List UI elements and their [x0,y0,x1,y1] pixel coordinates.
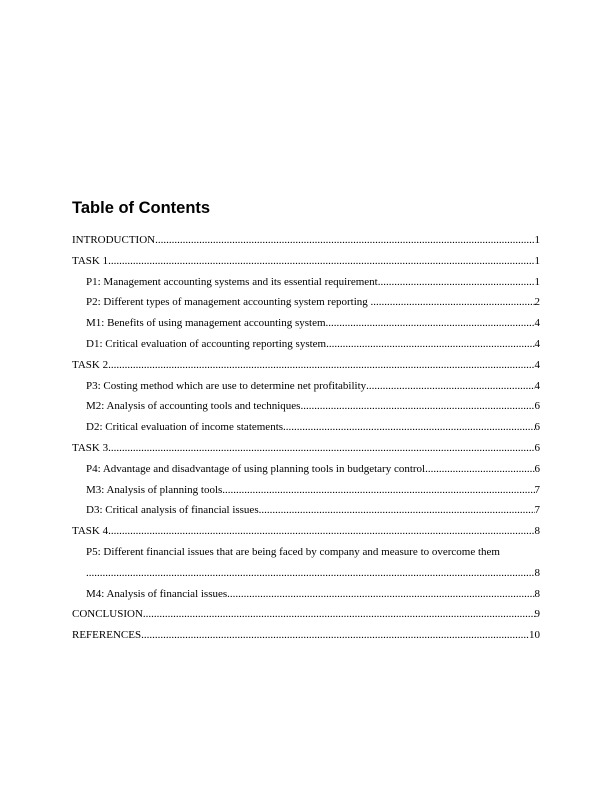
toc-entry-task-2[interactable] [72,355,540,376]
toc-leader-dots [378,272,535,293]
toc-leader-dots [108,251,534,272]
toc-entry-label: TASK 4 [72,525,109,538]
toc-entry-label: TASK 1 [72,254,109,267]
toc-entry-m4[interactable] [72,584,540,605]
toc-page-number: 6 [534,441,540,454]
toc-leader-dots [326,313,535,334]
toc-page-number: 1 [534,275,540,288]
toc-page-number: 4 [534,317,540,330]
toc-entry-conclusion[interactable] [72,604,540,625]
toc-leader-dots [326,334,534,355]
toc-entry-d2[interactable] [72,417,540,438]
toc-leader-dots [141,625,529,646]
toc-entry-p4[interactable] [72,459,540,480]
toc-leader-dots [366,376,534,397]
toc-title: Table of Contents [72,199,211,217]
toc-entry-d1[interactable] [72,334,540,355]
toc-page-number: 6 [534,462,540,475]
toc-page-number: 4 [534,379,540,392]
toc-page-number: 9 [534,608,540,621]
toc-leader-dots [108,355,534,376]
toc-leader-dots [425,459,534,480]
toc-entry-references[interactable] [72,625,540,646]
toc-entry-label: M1: Benefits of using management accounting system [86,317,326,330]
toc-entry-label: P3: Costing method which are use to determine net profitability [86,379,367,392]
toc-page-number: 4 [534,358,540,371]
toc-entry-d3[interactable] [72,500,540,521]
toc-page-number: 7 [534,504,540,517]
toc-leader-dots [108,521,534,542]
toc-page-number: 8 [534,525,540,538]
toc-page-number: 8 [534,566,540,579]
toc-leader-dots [227,584,534,605]
toc-page-number: 4 [534,337,540,350]
toc-entry-label: D2: Critical evaluation of income statements [86,421,284,434]
toc-entry-m2[interactable] [72,396,540,417]
toc-entry-p5-continuation[interactable] [72,563,540,584]
toc-entry-task-4[interactable] [72,521,540,542]
toc-entry-label: P5: Different financial issues that are being faced by company and measure to overcome them [86,545,500,558]
toc-page-number: 10 [529,629,540,642]
toc-page-number: 1 [534,234,540,246]
toc-leader-dots [143,604,535,625]
toc-page-number: 2 [534,296,540,309]
toc-leader-dots [108,438,534,459]
toc-entry-p3[interactable] [72,376,540,397]
toc-page-number: 1 [534,254,540,267]
toc-entry-label: TASK 2 [72,358,109,371]
toc-entry-label: CONCLUSION [72,608,143,621]
toc-entry-task-1[interactable] [72,251,540,272]
toc-entry-p5[interactable] [72,542,540,563]
toc-entry-label: M2: Analysis of accounting tools and techniques [86,400,301,413]
toc-leader-dots [300,396,534,417]
toc-entry-introduction[interactable] [72,230,540,251]
toc-leader-dots [283,417,534,438]
toc-page-number: 6 [534,400,540,413]
table-of-contents [72,230,540,646]
toc-entry-label: D1: Critical evaluation of accounting reporting system [86,337,327,350]
toc-entry-label: P2: Different types of management accounting system reporting [86,296,371,309]
toc-entry-m1[interactable] [72,313,540,334]
toc-entry-p2[interactable] [72,292,540,313]
toc-leader-dots [371,292,535,313]
toc-entry-m3[interactable] [72,480,540,501]
toc-entry-label: M3: Analysis of planning tools [86,483,223,496]
toc-leader-dots [222,480,534,501]
toc-entry-p1[interactable] [72,272,540,293]
toc-entry-label: M4: Analysis of financial issues [86,587,228,600]
toc-entry-task-3[interactable] [72,438,540,459]
toc-entry-label: D3: Critical analysis of financial issues [86,504,259,517]
toc-entry-label: REFERENCES [72,629,142,642]
toc-entry-label: INTRODUCTION [72,234,156,246]
toc-entry-label: TASK 3 [72,441,109,454]
toc-page-number: 8 [534,587,540,600]
toc-entry-label: P1: Management accounting systems and its essential requirement [86,275,378,288]
toc-leader-dots [259,500,535,521]
toc-leader-dots [86,563,535,584]
toc-entry-label: P4: Advantage and disadvantage of using planning tools in budgetary control [86,462,426,475]
toc-page-number: 7 [534,483,540,496]
toc-leader-dots [155,230,534,251]
toc-page-number: 6 [534,421,540,434]
